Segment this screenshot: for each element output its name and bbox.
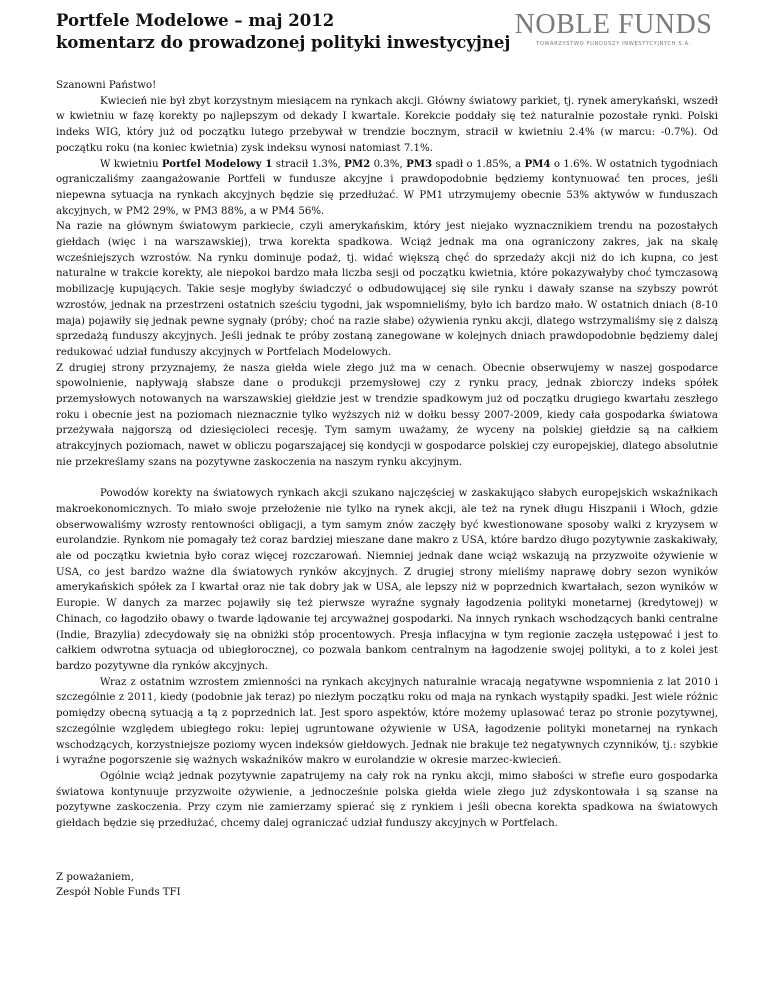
paragraph-3: Na razie na głównym światowym parkiecie, czyli amerykańskim, który jest niejako wyznacznikiem trendu na pozostałych giełdach (więc i na warszawskiej), trwa korekta spadkowa. Wciąż jednak ma ona ograniczony zakres, jak na skalę wcześniejszych wzrostów. Na rynku dominuje podaż, tj. widać większą chęć do sprzedaży akcji niż do ich kupna, co jest naturalne w trakcie korekty, ale niepokoi bardzo mała liczba sesji od początku kwietnia, które pokazywałyby choć tymczasową mobilizację kupujących. Takie sesje mogłyby świadczyć o odbudowującej się sile rynku i dawały szanse na szybszy powrót wzrostów, jednak na przestrzeni ostatnich sześciu tygodni, jak wspomnieliśmy, było ich bardzo mało. W ostatnich dniach (8-10 maja) pojawiły się jednak pewne sygnały (próby; choć na razie słabe) ożywienia rynku akcji, dlatego wstrzymaliśmy się z dalszą sprzedażą funduszy akcyjnych. Jeśli jednak te próby zostaną zanegowane w kolejnych dniach prawdopodobnie będziemy dalej redukować udział funduszy akcyjnych w Portfelach Modelowych.: [56, 221, 718, 358]
closing: [56, 870, 718, 901]
p2-text-d: spadł o 1.85%, a: [432, 158, 525, 170]
closing-signature: Zespół Noble Funds TFI: [56, 887, 181, 899]
closing-greeting: Z poważaniem,: [56, 871, 134, 883]
p2-text-c: 0.3%,: [370, 158, 407, 170]
paragraph-2: [56, 157, 718, 220]
page-header: [56, 10, 716, 58]
portfolio-pm4-label: PM4: [524, 157, 551, 170]
p2-text-b: stracił 1.3%,: [272, 158, 345, 170]
portfolio-pm1-label: Portfel Modelowy 1: [161, 157, 273, 170]
title-line-1: Portfele Modelowe – maj 2012: [56, 11, 335, 30]
salutation: Szanowni Państwo!: [56, 80, 157, 91]
paragraph-4: Z drugiej strony przyznajemy, że nasza giełda wiele złego już ma w cenach. Obecnie obserwujemy w naszej gospodarce spowolnienie, napływają słabsze dane o produkcji przemysłowej czy z rynku pracy, jednak zbiorczy indeks spółek przemysłowych notowanych na warszawskiej giełdzie jest w trendzie spadkowym już od początku drugiego kwartału zeszłego roku i obecnie jest na poziomach nieznacznie tylko wyższych niż w dołku bessy 2007-2009, kiedy cała gospodarka światowa przeżywała najgorszą od dziesięcioleci recesję. Tym samym uważamy, że wyceny na polskiej giełdzie są na całkiem atrakcyjnych poziomach, nawet w obliczu pogarszającej się kondycji w gospodarce polskiej czy europejskiej, dlatego absolutnie nie przekreślamy szans na pozytywne zaskoczenia na naszym rynku akcyjnym.: [56, 362, 718, 468]
portfolio-pm2-label: PM2: [344, 157, 371, 170]
logo-name: NOBLE FUNDS: [514, 9, 713, 40]
letter-body: [56, 78, 718, 901]
paragraph-7: Ogólnie wciąż jednak pozytywnie zapatrujemy na cały rok na rynku akcji, mimo słabości w strefie euro gospodarka światowa kontynuuje przyzwoite ożywienie, a jednocześnie polska giełda wiele złego już zdyskontowała i są szanse na pozytywne zaskoczenia. Przy czym nie zamierzamy spierać się z rynkiem i jeśli obecna korekta spadkowa na światowych giełdach będzie się przedłużać, chcemy dalej ograniczać udział funduszy akcyjnych w Portfelach.: [56, 770, 718, 830]
title-line-2: komentarz do prowadzonej polityki inwestycyjnej: [56, 33, 511, 52]
p2-text-e: o 1.6%. W ostatnich tygodniach ograniczaliśmy zaangażowanie Portfeli w fundusze akcyjne i prawdopodobnie będziemy kontynuować ten proces, jeśli niepewna sytuacja na rynkach akcyjnych będzie się przedłużać. W PM1 utrzymujemy obecnie 53% aktywów w funduszach akcyjnych, w PM2 29%, w PM3 88%, a w PM4 56%.: [56, 158, 718, 217]
paragraph-1: Kwiecień nie był zbyt korzystnym miesiącem na rynkach akcji. Główny światowy parkiet, tj. rynek amerykański, wszedł w kwietniu w fazę korekty po najlepszym od dekady I kwartale. Korekcie poddały się też naturalnie pozostałe rynki. Polski indeks WIG, który już od początku lutego przebywał w trendzie bocznym, stracił w kwietniu 2.4% (w marcu: -0.7%). Od początku roku (na koniec kwietnia) zysk indeksu wynosi natomiast 7.1%.: [56, 95, 718, 154]
noble-funds-logo: [511, 10, 716, 47]
paragraph-6: Wraz z ostatnim wzrostem zmienności na rynkach akcyjnych naturalnie wracają negatywne wspomnienia z lat 2010 i szczególnie z 2011, kiedy (podobnie jak teraz) po niezłym początku roku od maja na rynkach wystąpiły spadki. Jest wiele różnic pomiędzy obecną sytuacją a tą z poprzednich lat. Jest sporo aspektów, które możemy uplasować teraz po stronie pozytywnej, szczególnie względem ubiegłego roku: lepiej ugruntowane ożywienie w USA, łagodzenie polityki monetarnej na rynkach wschodzących, korzystniejsze poziomy wycen indeksów giełdowych. Jednak nie brakuje też negatywnych czynników, tj.: szybkie i wyraźne pogorszenie się ważnych wskaźników makro w eurolandzie w okresie marzec-kwiecień.: [56, 676, 718, 767]
logo-tagline: TOWARZYSTWO FUNDUSZY INWESTYCYJNYCH S.A.: [536, 41, 691, 47]
document-title: [56, 10, 510, 54]
p2-text-a: W kwietniu: [100, 158, 162, 170]
paragraph-5: Powodów korekty na światowych rynkach akcji szukano najczęściej w zaskakująco słabych europejskich wskaźnikach makroekonomicznych. To miało swoje przełożenie nie tylko na rynek akcji, ale też na rynek długu Hiszpanii i Włoch, gdzie obserwowaliśmy wzrosty rentowności obligacji, a tym samym znów zaczęły być kwestionowane sposoby walki z kryzysem w eurolandzie. Rynkom nie pomagały też coraz bardziej mieszane dane makro z USA, które bardzo długo pozytywnie zaskakiwały, ale od początku kwietnia było coraz więcej rozczarowań. Niemniej jednak dane wciąż wskazują na przyzwoite ożywienie w USA, co jest bardzo ważne dla światowych rynków akcyjnych. Z drugiej strony mieliśmy naprawę dobry sezon wyników amerykańskich spółek za I kwartał oraz nie tak dobry jak w USA, ale lepszy niż w poprzednich kwartałach, sezon wyników w Europie. W danych za marzec pojawiły się też pierwsze wyraźne sygnały łagodzenia polityki monetarnej (kredytowej) w Chinach, co łagodziło obawy o twarde lądowanie tej arcyważnej gospodarki. Na innych rynkach wschodzących banki centralne (Indie, Brazylia) zdecydowały się na obniżki stóp procentowych. Presja inflacyjna w tym regionie zaczęła ustępować i jest to całkiem odwrotna sytuacja od ubiegłorocznej, co pozwala bankom centralnym na łagodzenie swojej polityki, a to z kolei jest bardzo pozytywne dla rynków akcyjnych.: [56, 488, 718, 672]
portfolio-pm3-label: PM3: [406, 157, 433, 170]
